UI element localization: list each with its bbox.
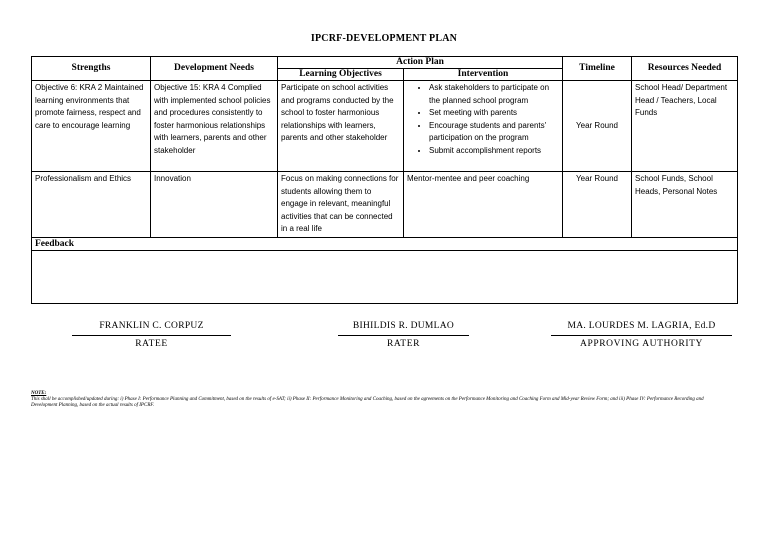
cell-strengths: Objective 6: KRA 2 Maintained learning environments that promote fairness, respect and care to encourage learning bbox=[32, 81, 151, 172]
table-row bbox=[32, 172, 738, 238]
feedback-body-row bbox=[32, 250, 738, 303]
feedback-header-row bbox=[32, 237, 738, 250]
cell-learning-objectives: Participate on school activities and programs conducted by the school to foster harmonious relationships with learners, parents and other stakeholder bbox=[278, 81, 404, 172]
cell-development-needs: Innovation bbox=[151, 172, 278, 238]
header-row-1 bbox=[32, 57, 738, 69]
cell-timeline: Year Round bbox=[563, 81, 632, 172]
header-strengths: Strengths bbox=[32, 57, 151, 81]
rater-role: RATER bbox=[386, 339, 421, 349]
ratee-role: RATEE bbox=[135, 339, 168, 349]
header-development-needs: Development Needs bbox=[151, 57, 278, 81]
footnote bbox=[31, 391, 731, 409]
cell-development-needs: Objective 15: KRA 4 Complied with implemented school policies and procedures consistently to foster harmonious relationships with learners, parents and other stakeholder bbox=[151, 81, 278, 172]
list-item: • Submit accomplishment reports bbox=[429, 145, 559, 158]
header-learning-objectives: Learning Objectives bbox=[278, 69, 404, 81]
list-item: • Set meeting with parents bbox=[429, 107, 559, 120]
cell-timeline: Year Round bbox=[563, 172, 632, 238]
cell-intervention: Mentor-mentee and peer coaching bbox=[404, 172, 563, 238]
note-text: This shall be accomplished/updated during: i) Phase I: Performance Planning and Commitment, based on the results of e-SAT; ii) Phase II: Performance Monitoring and Coaching, based on the agreements on the Performance Monitoring and Coaching Form and Mid-year Review Form; and iii) Phase IV: Performance Recording and Development Planning, based on the actual results of IPCRF. bbox=[31, 397, 704, 408]
feedback-content bbox=[32, 250, 738, 303]
cell-resources: School Funds, School Heads, Personal Notes bbox=[632, 172, 738, 238]
cell-strengths: Professionalism and Ethics bbox=[32, 172, 151, 238]
approving-authority-name: MA. LOURDES M. LAGRIA, Ed.D bbox=[551, 321, 732, 336]
signature-approving-authority bbox=[551, 321, 732, 349]
document-title: IPCRF-DEVELOPMENT PLAN bbox=[310, 33, 458, 44]
signature-ratee bbox=[72, 321, 231, 349]
feedback-label: Feedback bbox=[32, 237, 738, 250]
intervention-list bbox=[407, 82, 559, 157]
list-item: • Encourage students and parents' participation on the program bbox=[429, 120, 559, 145]
header-intervention: Intervention bbox=[404, 69, 563, 81]
rater-name: BIHILDIS R. DUMLAO bbox=[338, 321, 469, 336]
list-item: • Ask stakeholders to participate on the planned school program bbox=[429, 82, 559, 107]
approving-authority-role: APPROVING AUTHORITY bbox=[579, 339, 704, 349]
ratee-name: FRANKLIN C. CORPUZ bbox=[72, 321, 231, 336]
cell-learning-objectives: Focus on making connections for students allowing them to engage in relevant, meaningful activities that can be connected in a real life bbox=[278, 172, 404, 238]
header-resources-needed: Resources Needed bbox=[632, 57, 738, 81]
note-heading: NOTE: bbox=[31, 391, 47, 396]
development-plan-table bbox=[31, 56, 738, 304]
table-row bbox=[32, 81, 738, 172]
header-action-plan: Action Plan bbox=[278, 57, 563, 69]
header-timeline: Timeline bbox=[563, 57, 632, 81]
signature-rater bbox=[338, 321, 469, 349]
cell-intervention bbox=[404, 81, 563, 172]
cell-resources: School Head/ Department Head / Teachers, Local Funds bbox=[632, 81, 738, 172]
